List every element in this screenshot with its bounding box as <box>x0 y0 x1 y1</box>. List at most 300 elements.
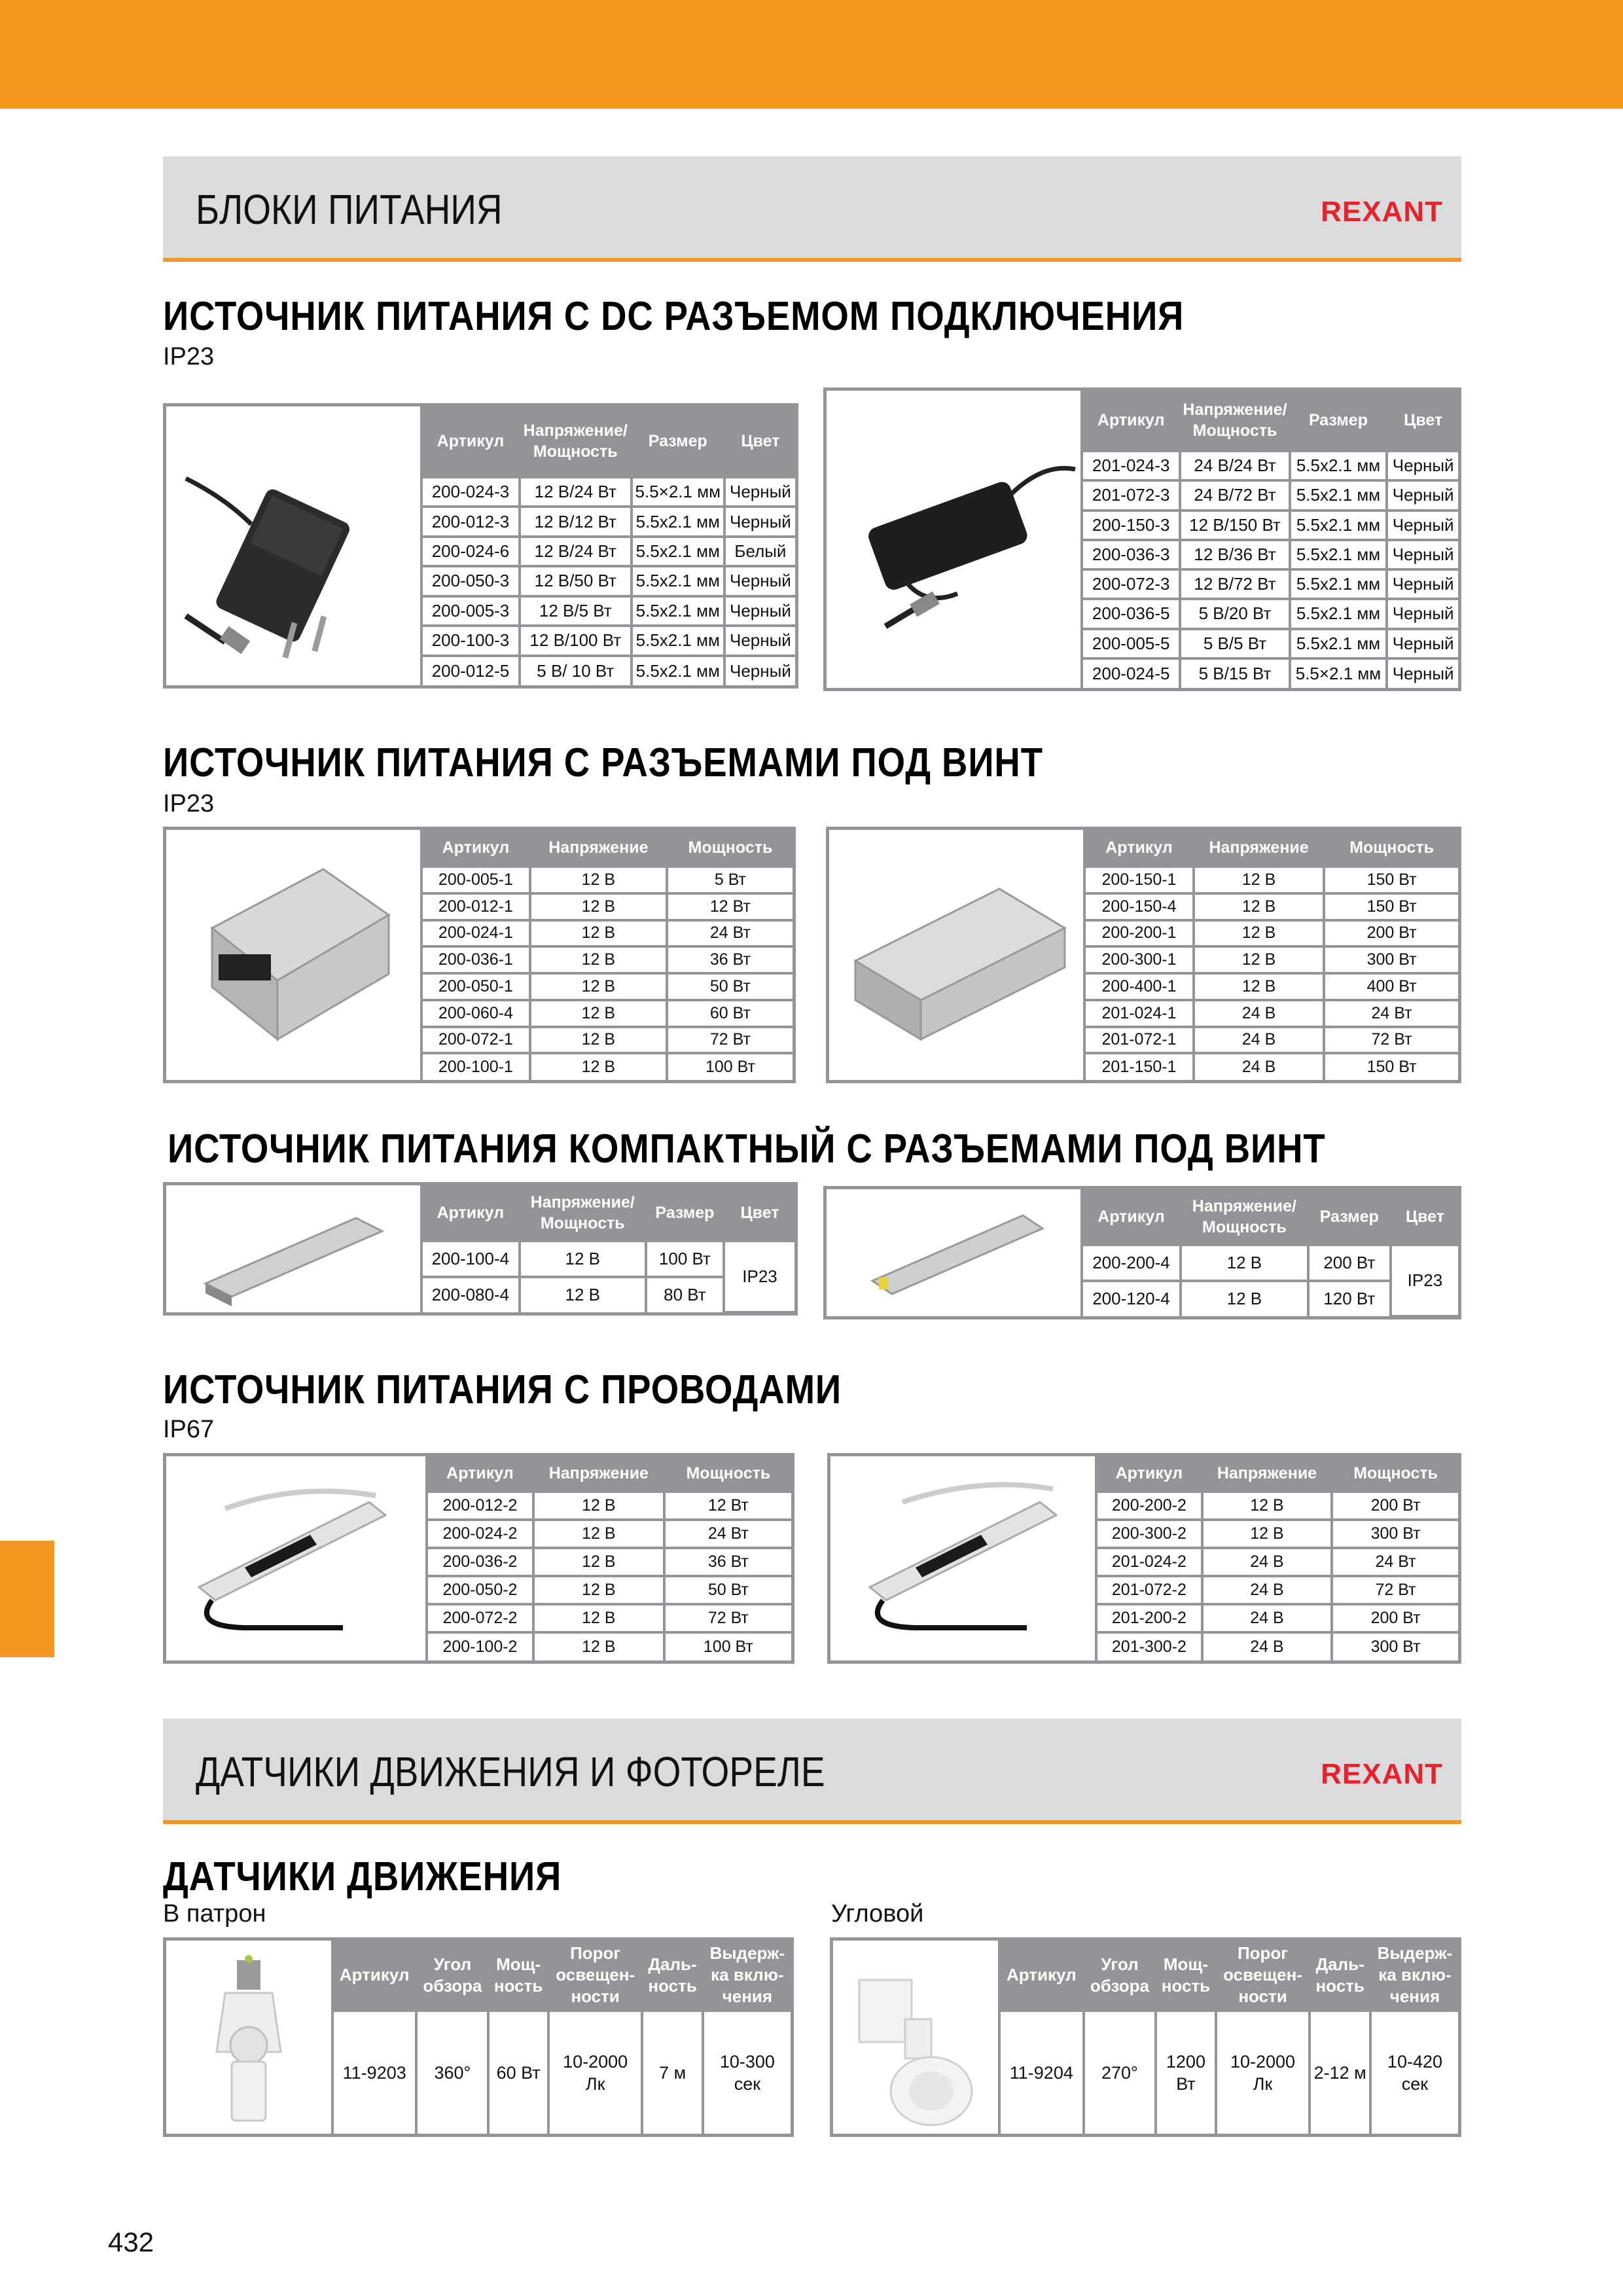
section-title-screw: ИСТОЧНИК ПИТАНИЯ С РАЗЪЕМАМИ ПОД ВИНТ <box>163 740 1043 785</box>
cell-value: 12 В <box>530 1053 667 1080</box>
table-row <box>1083 1245 1458 1281</box>
cell-value: 24 В/72 Вт <box>1180 480 1289 510</box>
col-header: Размер <box>646 1185 724 1241</box>
cell-article: 201-150-1 <box>1086 1053 1194 1080</box>
cell-voltage: 12 В <box>1181 1281 1308 1317</box>
section-title-dc: ИСТОЧНИК ПИТАНИЯ С DC РАЗЪЕМОМ ПОДКЛЮЧЕНИЯ <box>163 294 1185 339</box>
sealed-psu-large-icon <box>830 1456 1095 1660</box>
section-subtitle-dc: IP23 <box>163 343 215 370</box>
cell-voltage: 12 В <box>520 1241 646 1277</box>
metal-psu-icon <box>166 830 420 1080</box>
cell-value: 36 Вт <box>667 946 793 973</box>
col-header: Цвет <box>1391 1189 1458 1245</box>
cell-value: 12 В <box>530 867 667 893</box>
cell-article: 200-012-2 <box>428 1492 533 1520</box>
cell-article: 201-200-2 <box>1097 1604 1202 1632</box>
rexant-logo: REXANT <box>1321 196 1443 228</box>
cell-article: 200-012-5 <box>423 656 520 685</box>
table-row <box>423 1053 793 1080</box>
col-header: Мощ- ность <box>488 1941 548 2011</box>
cell-value: 12 В/100 Вт <box>520 626 632 655</box>
cell-value: 12 В <box>533 1492 664 1520</box>
table-row <box>423 867 793 893</box>
cell-article: 200-300-2 <box>1097 1520 1202 1548</box>
cell-value: 5.5×2.1 мм <box>1290 658 1387 688</box>
cell-value: 270° <box>1084 2011 1156 2134</box>
cell-value: 12 В/24 Вт <box>520 477 632 507</box>
cell-value: Черный <box>1387 629 1458 658</box>
cell-value: Черный <box>1387 480 1458 510</box>
spec-table-dc-right <box>1083 391 1458 688</box>
table-row <box>428 1576 791 1604</box>
table-row <box>1097 1604 1458 1632</box>
col-header: Напряжение <box>530 830 667 867</box>
table-row <box>423 1000 793 1027</box>
table-row <box>1001 2011 1458 2134</box>
table-row <box>423 537 795 566</box>
table-row <box>1086 946 1458 973</box>
section-title-wires: ИСТОЧНИК ПИТАНИЯ С ПРОВОДАМИ <box>163 1367 842 1412</box>
col-header: Угол обзора <box>416 1941 488 2011</box>
col-header: Артикул <box>423 1185 520 1241</box>
col-header: Напряжение/ Мощность <box>1181 1189 1308 1245</box>
large-psu-icon <box>829 830 1083 1080</box>
col-header: Артикул <box>334 1941 416 2011</box>
table-row <box>334 2011 791 2134</box>
col-header: Даль- ность <box>642 1941 702 2011</box>
cell-value: 150 Вт <box>1324 1053 1458 1080</box>
cell-value: 12 Вт <box>667 893 793 920</box>
cell-article: 200-036-2 <box>428 1548 533 1576</box>
col-header: Цвет <box>1387 391 1458 451</box>
cell-power: 80 Вт <box>646 1277 724 1313</box>
category-title: ДАТЧИКИ ДВИЖЕНИЯ И ФОТОРЕЛЕ <box>196 1748 825 1795</box>
cell-value: 5.5x2.1 мм <box>632 656 724 685</box>
section-title-compact: ИСТОЧНИК ПИТАНИЯ КОМПАКТНЫЙ С РАЗЪЕМАМИ ПОД ВИНТ <box>168 1126 1326 1172</box>
cell-article: 200-150-3 <box>1083 511 1180 540</box>
product-block-dc-right <box>823 387 1461 691</box>
cell-value: 72 Вт <box>1324 1027 1458 1054</box>
product-image-wall-adapter <box>166 406 423 685</box>
product-image-sealed-psu-large <box>830 1456 1097 1660</box>
product-image-large-psu <box>829 830 1086 1080</box>
spec-table-compact-right <box>1083 1189 1458 1318</box>
table-row <box>423 946 793 973</box>
spec-table-dc-left <box>423 406 795 685</box>
cell-article: 200-024-6 <box>423 537 520 566</box>
table-row <box>1097 1632 1458 1660</box>
cell-value: 12 В <box>533 1548 664 1576</box>
table-row <box>423 656 795 685</box>
top-accent-bar <box>0 0 1623 109</box>
cell-value: 5 В/ 10 Вт <box>520 656 632 685</box>
cell-article: 201-024-1 <box>1086 1000 1194 1027</box>
cell-value: 5 В/15 Вт <box>1180 658 1289 688</box>
product-image-corner-sensor <box>833 1941 1001 2134</box>
cell-value: 12 В <box>1202 1492 1332 1520</box>
cell-value: 12 В/5 Вт <box>520 596 632 626</box>
table-row <box>1083 569 1458 599</box>
cell-value: 24 Вт <box>667 920 793 947</box>
cell-value: 5.5x2.1 мм <box>1290 480 1387 510</box>
product-block-motion-right <box>830 1937 1461 2137</box>
cell-value: 10-2000 Лк <box>548 2011 643 2134</box>
col-header: Размер <box>632 406 724 477</box>
cell-article: 200-072-1 <box>423 1027 530 1054</box>
cell-article: 200-100-2 <box>428 1632 533 1660</box>
cell-value: 24 В <box>1202 1604 1332 1632</box>
cell-article: 200-200-2 <box>1097 1492 1202 1520</box>
table-row <box>423 477 795 507</box>
cell-article: 200-050-3 <box>423 566 520 596</box>
product-image-metal-psu <box>166 830 423 1080</box>
cell-power: 120 Вт <box>1308 1281 1391 1317</box>
col-header: Артикул <box>1083 391 1180 451</box>
product-block-motion-left <box>163 1937 794 2137</box>
product-block-screw-left <box>163 827 796 1083</box>
cell-value: 5.5x2.1 мм <box>1290 511 1387 540</box>
cell-article: 200-100-3 <box>423 626 520 655</box>
spec-table-screw-left <box>423 830 793 1080</box>
cell-article: 200-036-5 <box>1083 599 1180 628</box>
table-row <box>1083 599 1458 628</box>
cell-article: 200-200-1 <box>1086 920 1194 947</box>
table-row <box>423 920 793 947</box>
cell-value: 12 В <box>533 1576 664 1604</box>
cell-article: 201-072-1 <box>1086 1027 1194 1054</box>
col-header: Напряжение/ Мощность <box>1180 391 1289 451</box>
cell-value: 12 В <box>530 946 667 973</box>
table-row <box>423 566 795 596</box>
section-subtitle-wires: IP67 <box>163 1416 215 1443</box>
cell-value: 150 Вт <box>1324 893 1458 920</box>
cell-value: 12 В <box>533 1632 664 1660</box>
cell-value: 12 В <box>530 1027 667 1054</box>
cell-value: 60 Вт <box>488 2011 548 2134</box>
category-title: БЛОКИ ПИТАНИЯ <box>196 186 503 233</box>
cell-article: 200-036-1 <box>423 946 530 973</box>
col-header: Цвет <box>724 406 795 477</box>
cell-value: 12 В <box>530 973 667 1000</box>
cell-value: 300 Вт <box>1324 946 1458 973</box>
col-header: Артикул <box>1097 1456 1202 1492</box>
cell-value: 5.5x2.1 мм <box>1290 540 1387 569</box>
cell-value: 12 В <box>1194 946 1324 973</box>
table-row <box>1086 973 1458 1000</box>
table-row <box>423 626 795 655</box>
table-row <box>428 1632 791 1660</box>
cell-value: 12 В <box>1202 1520 1332 1548</box>
cell-value: 72 Вт <box>667 1027 793 1054</box>
cell-value: 24 В/24 Вт <box>1180 451 1289 480</box>
col-header: Мощность <box>1324 830 1458 867</box>
cell-value: 5.5x2.1 мм <box>1290 629 1387 658</box>
col-header: Артикул <box>1083 1189 1181 1245</box>
table-row <box>428 1492 791 1520</box>
corner-sensor-icon <box>833 1941 998 2134</box>
col-header: Размер <box>1290 391 1387 451</box>
table-row <box>1097 1548 1458 1576</box>
cell-value: Черный <box>724 656 795 685</box>
table-row <box>423 1241 794 1277</box>
cell-value: 7 м <box>642 2011 702 2134</box>
cell-value: 12 В <box>530 920 667 947</box>
col-header: Выдерж- ка вклю- чения <box>703 1941 791 2011</box>
cell-value: Черный <box>724 477 795 507</box>
cell-article: 201-072-3 <box>1083 480 1180 510</box>
cell-value: 100 Вт <box>664 1632 791 1660</box>
cell-value: 24 Вт <box>1324 1000 1458 1027</box>
cell-value: 24 В <box>1194 1000 1324 1027</box>
col-header: Угол обзора <box>1084 1941 1156 2011</box>
col-header: Артикул <box>1086 830 1194 867</box>
col-header: Мощность <box>664 1456 791 1492</box>
slim-psu-icon <box>827 1189 1080 1316</box>
col-header: Порог освещен- ности <box>548 1941 643 2011</box>
cell-value: 10-2000 Лк <box>1216 2011 1310 2134</box>
label-socket-sensor: В патрон <box>163 1900 266 1928</box>
cell-value: 10-300 сек <box>703 2011 791 2134</box>
cell-value: 36 Вт <box>664 1548 791 1576</box>
cell-value: 2-12 м <box>1310 2011 1370 2134</box>
table-row <box>1086 1000 1458 1027</box>
col-header: Мощность <box>667 830 793 867</box>
cell-value: 12 В/12 Вт <box>520 507 632 536</box>
table-row <box>428 1548 791 1576</box>
cell-value: Черный <box>1387 569 1458 599</box>
cell-article: 200-024-5 <box>1083 658 1180 688</box>
side-section-tab <box>0 1541 54 1657</box>
product-image-slim-psu <box>827 1189 1083 1316</box>
cell-article: 200-150-1 <box>1086 867 1194 893</box>
spec-table-screw-right <box>1086 830 1458 1080</box>
cell-value: 200 Вт <box>1324 920 1458 947</box>
cell-value: 5.5x2.1 мм <box>632 626 724 655</box>
product-image-sealed-psu <box>166 1456 428 1660</box>
page-number: 432 <box>108 2227 154 2257</box>
cell-article: 200-060-4 <box>423 1000 530 1027</box>
table-row <box>423 596 795 626</box>
cell-value: 12 В/50 Вт <box>520 566 632 596</box>
cell-value: 1200 Вт <box>1156 2011 1215 2134</box>
cell-article: 200-300-1 <box>1086 946 1194 973</box>
table-row <box>423 973 793 1000</box>
cell-value: 12 В/24 Вт <box>520 537 632 566</box>
cell-value: 5 В/5 Вт <box>1180 629 1289 658</box>
cell-value: 24 В <box>1202 1548 1332 1576</box>
cell-article: 200-024-3 <box>423 477 520 507</box>
cell-value: 12 В/36 Вт <box>1180 540 1289 569</box>
table-row <box>1083 658 1458 688</box>
table-row <box>1097 1520 1458 1548</box>
cell-value: 200 Вт <box>1332 1492 1458 1520</box>
cell-value: 5.5×2.1 мм <box>632 477 724 507</box>
spec-table-wires-left <box>428 1456 791 1660</box>
cell-value: 12 В <box>1194 893 1324 920</box>
compact-psu-icon <box>166 1185 420 1312</box>
table-row <box>1097 1492 1458 1520</box>
cell-article: 200-005-1 <box>423 867 530 893</box>
cell-article: 200-072-3 <box>1083 569 1180 599</box>
cell-value: 24 В <box>1194 1053 1324 1080</box>
spec-table-compact-left <box>423 1185 794 1314</box>
cell-value: 50 Вт <box>667 973 793 1000</box>
cell-voltage: 12 В <box>1181 1245 1308 1281</box>
cell-value: 400 Вт <box>1324 973 1458 1000</box>
cell-article: 200-005-3 <box>423 596 520 626</box>
product-block-wires-right <box>827 1453 1461 1664</box>
cell-value: 200 Вт <box>1332 1604 1458 1632</box>
cell-value: 360° <box>416 2011 488 2134</box>
cell-value: 24 В <box>1202 1576 1332 1604</box>
table-row <box>1083 451 1458 480</box>
table-row <box>428 1520 791 1548</box>
cell-value: 12 Вт <box>664 1492 791 1520</box>
cell-value: 12 В <box>533 1520 664 1548</box>
col-header: Напряжение/ Мощность <box>520 1185 646 1241</box>
cell-protection: IP23 <box>1391 1245 1458 1316</box>
product-image-compact-psu <box>166 1185 423 1312</box>
product-block-wires-left <box>163 1453 794 1664</box>
cell-article: 200-050-1 <box>423 973 530 1000</box>
cell-value: 24 Вт <box>664 1520 791 1548</box>
cell-value: 10-420 сек <box>1370 2011 1458 2134</box>
spec-table-motion-left <box>334 1941 791 2134</box>
cell-article: 11-9203 <box>334 2011 416 2134</box>
table-row <box>1086 867 1458 893</box>
cell-value: Черный <box>724 596 795 626</box>
col-header: Порог освещен- ности <box>1216 1941 1310 2011</box>
cell-value: 12 В/150 Вт <box>1180 511 1289 540</box>
cell-value: 300 Вт <box>1332 1520 1458 1548</box>
col-header: Артикул <box>428 1456 533 1492</box>
cell-value: 5.5x2.1 мм <box>1290 451 1387 480</box>
desktop-adapter-icon <box>827 391 1080 688</box>
cell-value: 300 Вт <box>1332 1632 1458 1660</box>
cell-article: 200-080-4 <box>423 1277 520 1313</box>
table-row <box>1097 1576 1458 1604</box>
cell-value: 12 В <box>1194 867 1324 893</box>
cell-value: 5.5x2.1 мм <box>1290 569 1387 599</box>
cell-article: 200-024-1 <box>423 920 530 947</box>
section-subtitle-screw: IP23 <box>163 790 215 817</box>
label-corner-sensor: Угловой <box>831 1900 924 1928</box>
product-image-socket-sensor <box>166 1941 334 2134</box>
product-block-compact-right <box>823 1186 1461 1319</box>
cell-value: Черный <box>1387 658 1458 688</box>
cell-article: 200-005-5 <box>1083 629 1180 658</box>
cell-voltage: 12 В <box>520 1277 646 1313</box>
cell-article: 200-024-2 <box>428 1520 533 1548</box>
cell-article: 200-036-3 <box>1083 540 1180 569</box>
cell-value: Черный <box>724 507 795 536</box>
cell-value: 5 В/20 Вт <box>1180 599 1289 628</box>
col-header: Артикул <box>1001 1941 1084 2011</box>
table-row <box>1083 629 1458 658</box>
table-row <box>1086 893 1458 920</box>
cell-value: 5.5x2.1 мм <box>632 537 724 566</box>
product-image-desktop-adapter <box>827 391 1083 688</box>
col-header: Напряжение <box>1202 1456 1332 1492</box>
cell-article: 200-200-4 <box>1083 1245 1181 1281</box>
cell-value: 12 В <box>1194 920 1324 947</box>
product-block-compact-left <box>163 1182 798 1316</box>
socket-sensor-icon <box>166 1941 331 2134</box>
product-block-screw-right <box>826 827 1461 1083</box>
cell-value: Черный <box>724 566 795 596</box>
col-header: Напряжение <box>1194 830 1324 867</box>
cell-value: 100 Вт <box>667 1053 793 1080</box>
table-row <box>1086 1027 1458 1054</box>
cell-power: 100 Вт <box>646 1241 724 1277</box>
col-header: Артикул <box>423 830 530 867</box>
table-row <box>1083 540 1458 569</box>
table-row <box>428 1604 791 1632</box>
cell-value: 60 Вт <box>667 1000 793 1027</box>
cell-value: 12 В/72 Вт <box>1180 569 1289 599</box>
table-row <box>423 893 793 920</box>
cell-article: 200-150-4 <box>1086 893 1194 920</box>
cell-value: 72 Вт <box>1332 1576 1458 1604</box>
cell-article: 11-9204 <box>1001 2011 1084 2134</box>
cell-value: 24 Вт <box>1332 1548 1458 1576</box>
cell-article: 201-300-2 <box>1097 1632 1202 1660</box>
cell-value: Черный <box>1387 599 1458 628</box>
col-header: Напряжение/ Мощность <box>520 406 632 477</box>
cell-value: 5 Вт <box>667 867 793 893</box>
cell-power: 200 Вт <box>1308 1245 1391 1281</box>
cell-value: 72 Вт <box>664 1604 791 1632</box>
wall-adapter-icon <box>166 406 420 685</box>
col-header: Артикул <box>423 406 520 477</box>
cell-article: 200-400-1 <box>1086 973 1194 1000</box>
cell-value: 12 В <box>533 1604 664 1632</box>
cell-value: 5.5x2.1 мм <box>632 596 724 626</box>
cell-value: Черный <box>1387 540 1458 569</box>
category-header-sensors <box>163 1719 1461 1824</box>
cell-article: 200-120-4 <box>1083 1281 1181 1317</box>
cell-value: 12 В <box>530 1000 667 1027</box>
cell-value: 24 В <box>1194 1027 1324 1054</box>
col-header: Размер <box>1308 1189 1391 1245</box>
col-header: Цвет <box>724 1185 794 1241</box>
sealed-psu-icon <box>166 1456 425 1660</box>
spec-table-wires-right <box>1097 1456 1458 1660</box>
cell-value: 24 В <box>1202 1632 1332 1660</box>
cell-value: 12 В <box>1194 973 1324 1000</box>
col-header: Даль- ность <box>1310 1941 1370 2011</box>
cell-value: 5.5x2.1 мм <box>632 566 724 596</box>
spec-table-motion-right <box>1001 1941 1458 2134</box>
cell-article: 200-072-2 <box>428 1604 533 1632</box>
cell-article: 201-072-2 <box>1097 1576 1202 1604</box>
cell-article: 200-100-4 <box>423 1241 520 1277</box>
category-header-power <box>163 156 1461 262</box>
table-row <box>1086 1053 1458 1080</box>
cell-value: Черный <box>1387 451 1458 480</box>
cell-value: 5.5x2.1 мм <box>632 507 724 536</box>
cell-value: Черный <box>1387 511 1458 540</box>
cell-article: 201-024-2 <box>1097 1548 1202 1576</box>
cell-article: 201-024-3 <box>1083 451 1180 480</box>
cell-value: Черный <box>724 626 795 655</box>
cell-article: 200-050-2 <box>428 1576 533 1604</box>
section-title-motion: ДАТЧИКИ ДВИЖЕНИЯ <box>163 1854 562 1899</box>
cell-article: 200-012-1 <box>423 893 530 920</box>
table-row <box>423 1027 793 1054</box>
cell-protection: IP23 <box>724 1241 794 1312</box>
cell-value: 12 В <box>530 893 667 920</box>
